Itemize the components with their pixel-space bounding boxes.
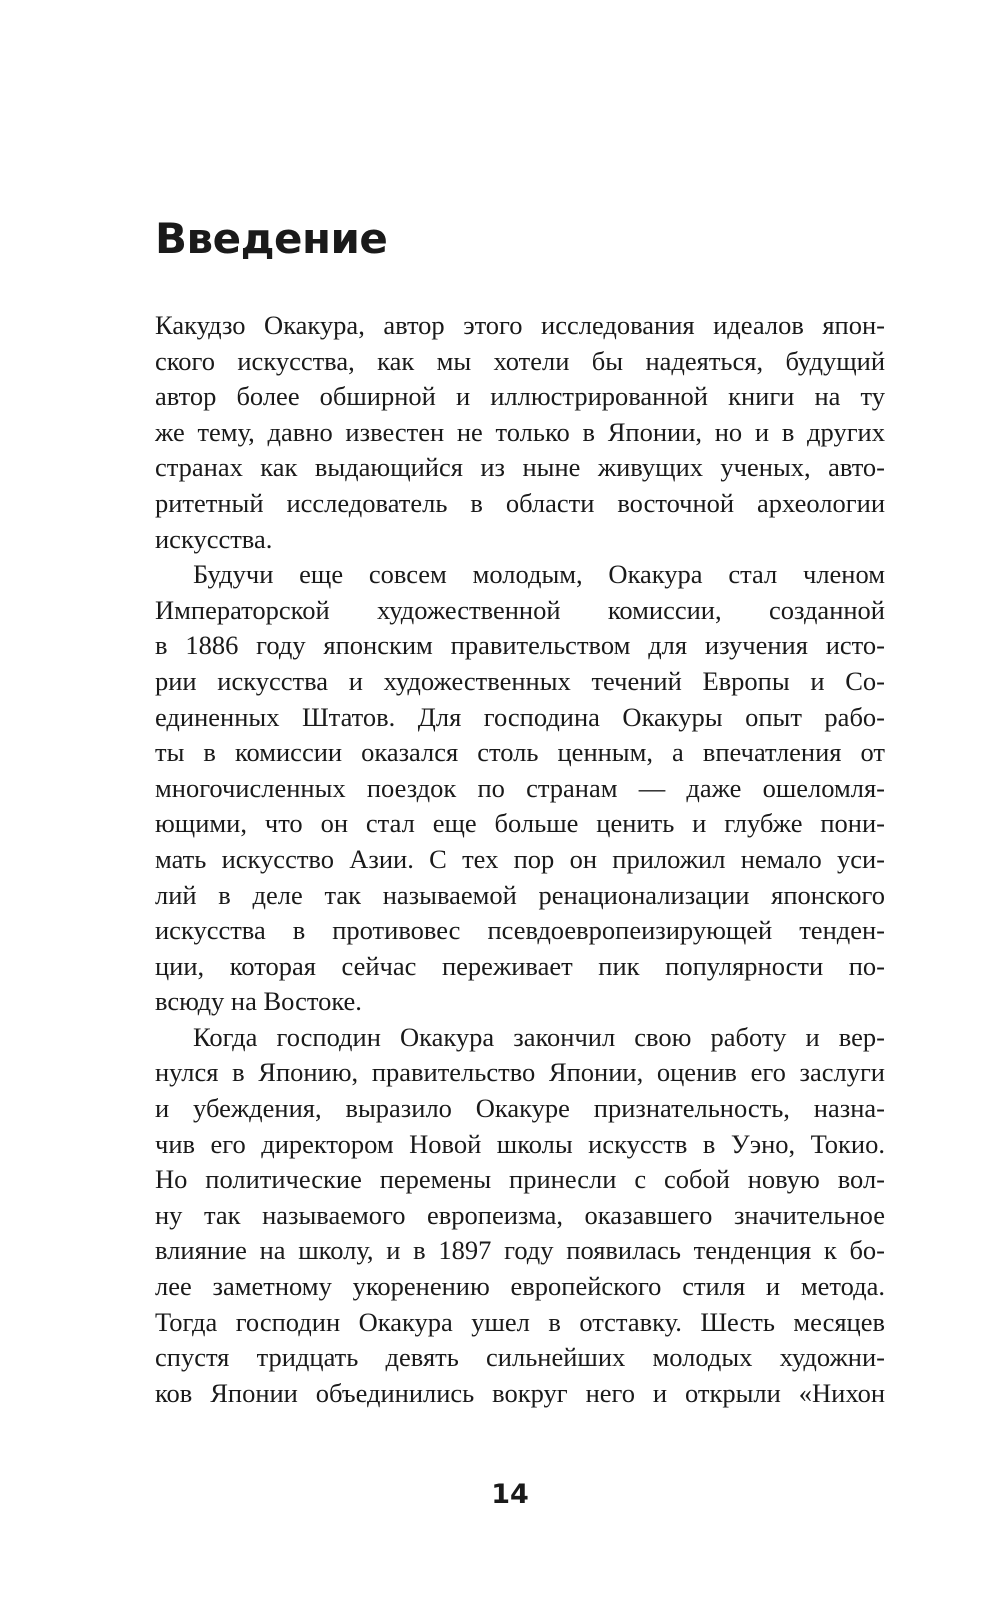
text-line: ну так называемого европеизма, оказавшего значительное <box>155 1199 885 1230</box>
paragraph <box>155 557 885 1020</box>
text-line: ющими, что он стал еще больше ценить и глубже пони- <box>155 808 885 839</box>
text-line: ритетный исследователь в области восточной археологии <box>155 487 885 518</box>
text-line: спустя тридцать девять сильнейших молодых художни- <box>155 1342 885 1373</box>
text-line: лий в деле так называемой ренационализации японского <box>155 879 885 910</box>
text-line: странах как выдающийся из ныне живущих ученых, авто- <box>155 452 885 483</box>
text-line: ты в комиссии оказался столь ценным, а впечатления от <box>155 737 885 768</box>
text-line: Но политические перемены принесли с собой новую вол- <box>155 1164 885 1195</box>
text-line: Будучи еще совсем молодым, Окакура стал членом <box>193 559 885 590</box>
text-line: Какудзо Окакура, автор этого исследования идеалов япон- <box>155 310 885 340</box>
text-line: многочисленных поездок по странам — даже ошеломля- <box>155 772 885 803</box>
text-line: ского искусства, как мы хотели бы надеяться, будущий <box>155 345 885 376</box>
text-line: Тогда господин Окакура ушел в отставку. Шесть месяцев <box>155 1306 885 1337</box>
text-line: мать искусство Азии. С тех пор он приложил немало уси- <box>155 843 885 874</box>
page-number: 14 <box>491 1479 529 1510</box>
text-line: чив его директором Новой школы искусств в Уэно, Токио. <box>155 1128 885 1159</box>
text-line: и убеждения, выразило Окакуре признательность, назна- <box>155 1093 885 1124</box>
text-line: ции, которая сейчас переживает пик популярности по- <box>155 950 885 981</box>
text-line: автор более обширной и иллюстрированной книги на ту <box>155 381 885 412</box>
text-line: рии искусства и художественных течений Европы и Со- <box>155 665 885 696</box>
text-line: влияние на школу, и в 1897 году появилась тенденция к бо- <box>155 1235 885 1266</box>
text-line: всюду на Востоке. <box>155 986 362 1017</box>
paragraph <box>155 308 885 557</box>
text-line: в 1886 году японским правительством для изучения исто- <box>155 630 885 661</box>
chapter-title: Введение <box>155 214 388 263</box>
text-line: ков Японии объединились вокруг него и открыли «Нихон <box>155 1377 885 1408</box>
text-line: Императорской художественной комиссии, созданной <box>155 594 885 625</box>
text-line: единенных Штатов. Для господина Окакуры опыт рабо- <box>155 701 885 732</box>
paragraph <box>155 1020 885 1412</box>
text-line: нулся в Японию, правительство Японии, оценив его заслуги <box>155 1057 885 1088</box>
text-line: искусства в противовес псевдоевропеизирующей тенден- <box>155 915 885 946</box>
text-line: искусства. <box>155 523 273 554</box>
text-line: Когда господин Окакура закончил свою работу и вер- <box>193 1021 885 1052</box>
body-text <box>155 308 885 1411</box>
text-line: лее заметному укоренению европейского стиля и метода. <box>155 1271 885 1302</box>
text-line: же тему, давно известен не только в Японии, но и в других <box>155 416 885 447</box>
